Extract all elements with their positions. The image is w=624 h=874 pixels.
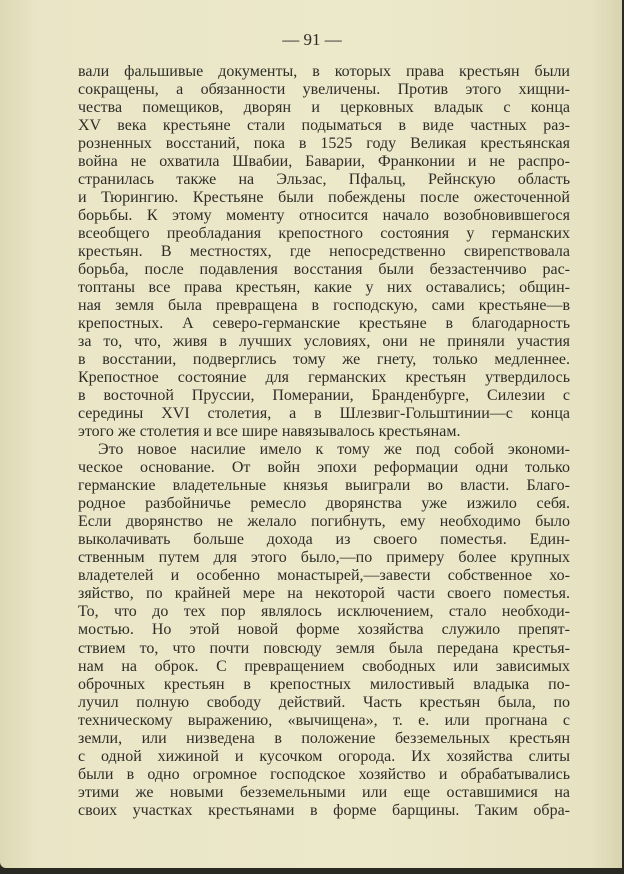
text-line: зяйство, по крайней мере на некоторой части своего поместья.	[78, 585, 570, 603]
text-line: топтаны все права крестьян, какие у них оставались; общин-	[78, 279, 570, 297]
text-line: война не охватила Швабии, Баварии, Франконии и не распро-	[78, 153, 570, 171]
text-line: Крепостное состояние для германских крестьян утвердилось	[78, 369, 570, 387]
text-line: вали фальшивые документы, в которых права крестьян были	[78, 63, 570, 80]
text-line: за то, что, живя в лучших условиях, они не приняли участия	[78, 333, 570, 351]
text-line: крестьян. В местностях, где непосредственно свирепствовала	[78, 243, 570, 261]
text-line: земли, или низведена в положение безземельных крестьян	[78, 729, 570, 747]
text-line: в восточной Пруссии, Померании, Бранденбурге, Силезии с	[78, 387, 570, 405]
text-line: борьбы. К этому моменту относится начало возобновившегося	[78, 207, 570, 225]
text-line: своих участках крестьянами в форме барщины. Таким обра-	[78, 801, 570, 819]
text-line: лучил полную свободу действий. Часть крестьян была, по	[78, 693, 570, 711]
text-line: ствием то, что почти повсюду земля была передана крестья-	[78, 639, 570, 657]
text-line: ная земля была превращена в господскую, сами крестьяне—в	[78, 297, 570, 315]
text-line: Если дворянство не желало погибнуть, ему необходимо было	[78, 513, 570, 531]
text-line: родное разбойничье ремесло дворянства уже изжило себя.	[78, 495, 570, 513]
body-text	[78, 63, 570, 820]
page-number: — 91 —	[282, 30, 342, 49]
text-line: розненных восстаний, пока в 1525 году Великая крестьянская	[78, 135, 570, 153]
text-line: выколачивать больше дохода из своего поместья. Един-	[78, 531, 570, 549]
text-line: и Тюрингию. Крестьяне были побеждены после ожесточенной	[78, 189, 570, 207]
text-line: мостью. Но этой новой форме хозяйства служило препят-	[78, 621, 570, 639]
text-line: были в одно огромное господское хозяйство и обрабатывались	[78, 765, 570, 783]
text-line: этими же новыми безземельными или еще оставшимися на	[78, 783, 570, 801]
text-line: странилась также на Эльзас, Пфальц, Рейнскую область	[78, 171, 570, 189]
text-line: германские владетельные князья выиграли во власти. Благо-	[78, 477, 570, 495]
text-line: чества помещиков, дворян и церковных владык с конца	[78, 99, 570, 117]
text-line: ческое основание. От войн эпохи реформации одни только	[78, 459, 570, 477]
text-line: с одной хижиной и кусочком огорода. Их хозяйства слиты	[78, 747, 570, 765]
text-line: сокращены, а обязанности увеличены. Против этого хищни-	[78, 81, 570, 99]
text-line: ственным путем для этого было,—по примеру более крупных	[78, 549, 570, 567]
text-line: владетелей и особенно монастырей,—завести собственное хо-	[78, 567, 570, 585]
text-line: борьба, после подавления восстания были беззастенчиво рас-	[78, 261, 570, 279]
text-line: оброчных крестьян в крепостных милостивый владыка по-	[78, 675, 570, 693]
text-line: в восстании, подверглись тому же гнету, только медленнее.	[78, 351, 570, 369]
text-line: всеобщего преобладания крепостного состояния у германских	[78, 225, 570, 243]
text-line: То, что до тех пор являлось исключением, стало необходи-	[78, 603, 570, 621]
text-line: XV века крестьяне стали подыматься в виде частных раз-	[78, 117, 570, 135]
text-line: этого же столетия и все шире навязывалось крестьянам.	[78, 423, 461, 441]
text-line: нам на оброк. С превращением свободных или зависимых	[78, 657, 570, 675]
text-line: техническому выражению, «вычищена», т. е. или прогнана с	[78, 711, 570, 729]
text-line: крепостных. А северо-германские крестьяне в благодарность	[78, 315, 570, 333]
text-line: Это новое насилие имело к тому же под собой экономи-	[98, 441, 570, 459]
text-line: середины XVI столетия, а в Шлезвиг-Гольштинии—с конца	[78, 405, 570, 423]
